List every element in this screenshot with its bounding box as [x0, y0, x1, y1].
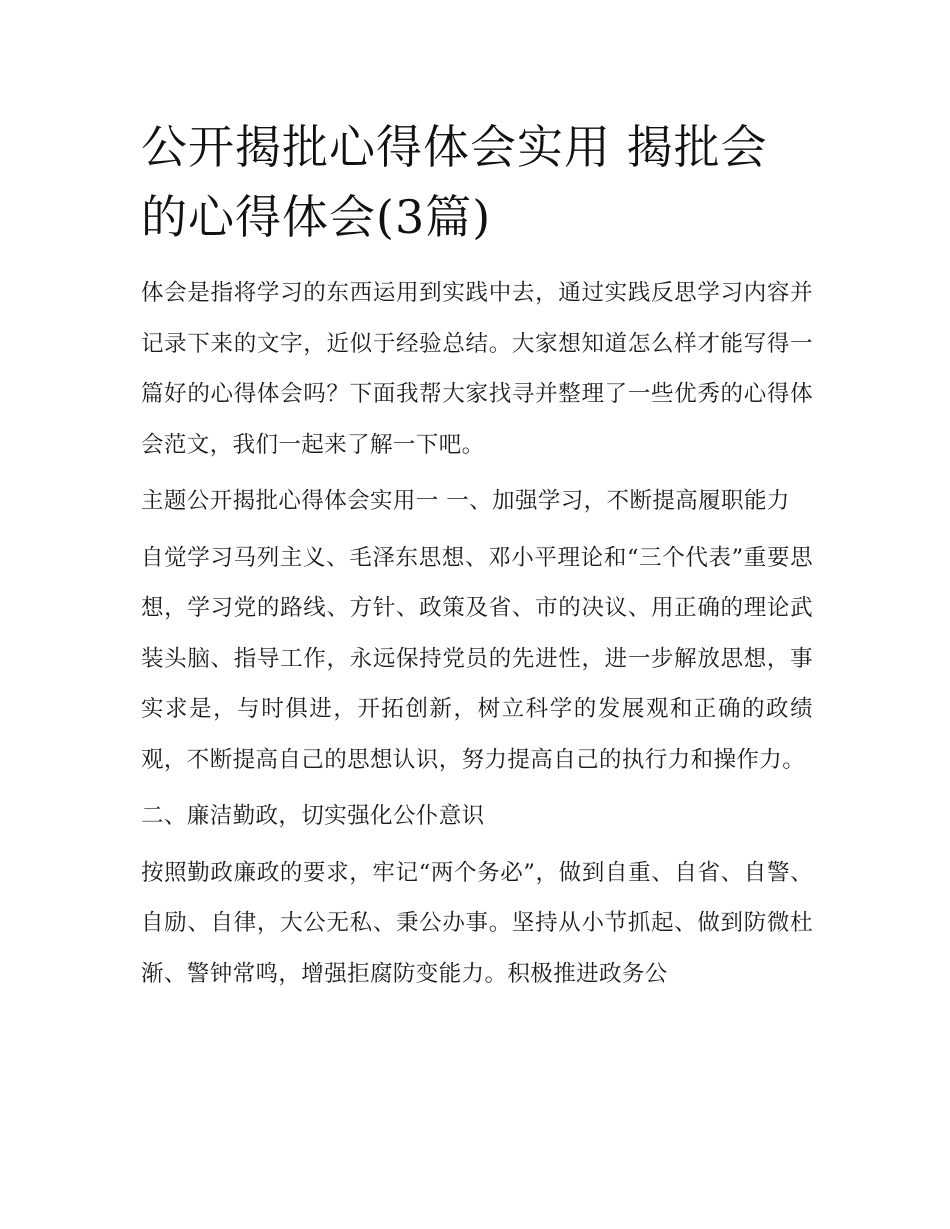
section-heading-one: 主题公开揭批心得体会实用一 一、加强学习，不断提高履职能力 — [141, 488, 790, 514]
section-heading-two: 二、廉洁勤政，切实强化公仆意识 — [141, 803, 485, 829]
intro-paragraph: 体会是指将学习的东西运用到实践中去，通过实践反思学习内容并记录下来的文字，近似于经验总结。大家想知道怎么样才能写得一篇好的心得体会吗？下面我帮大家找寻并整理了一些优秀的心得体会范文，我们一起来了解一下吧。 — [141, 280, 813, 458]
body-paragraph: 按照勤政廉政的要求，牢记“两个务必”，做到自重、自省、自警、自励、自律，大公无私、秉公办事。坚持从小节抓起、做到防微杜渐、警钟常鸣，增强拒腐防变能力。积极推进政务公 — [141, 859, 813, 987]
document-content — [141, 112, 813, 1005]
body-paragraph: 自觉学习马列主义、毛泽东思想、邓小平理论和“三个代表”重要思想，学习党的路线、方针、政策及省、市的决议、用正确的理论武装头脑、指导工作，永远保持党员的先进性，进一步解放思想，事实求是，与时俱进，开拓创新，树立科学的发展观和正确的政绩观，不断提高自己的思想认识，努力提高自己的执行力和操作力。 — [141, 544, 813, 773]
document-title: 公开揭批心得体会实用 揭批会的心得体会(3篇) — [141, 120, 768, 244]
document-body — [141, 268, 813, 999]
